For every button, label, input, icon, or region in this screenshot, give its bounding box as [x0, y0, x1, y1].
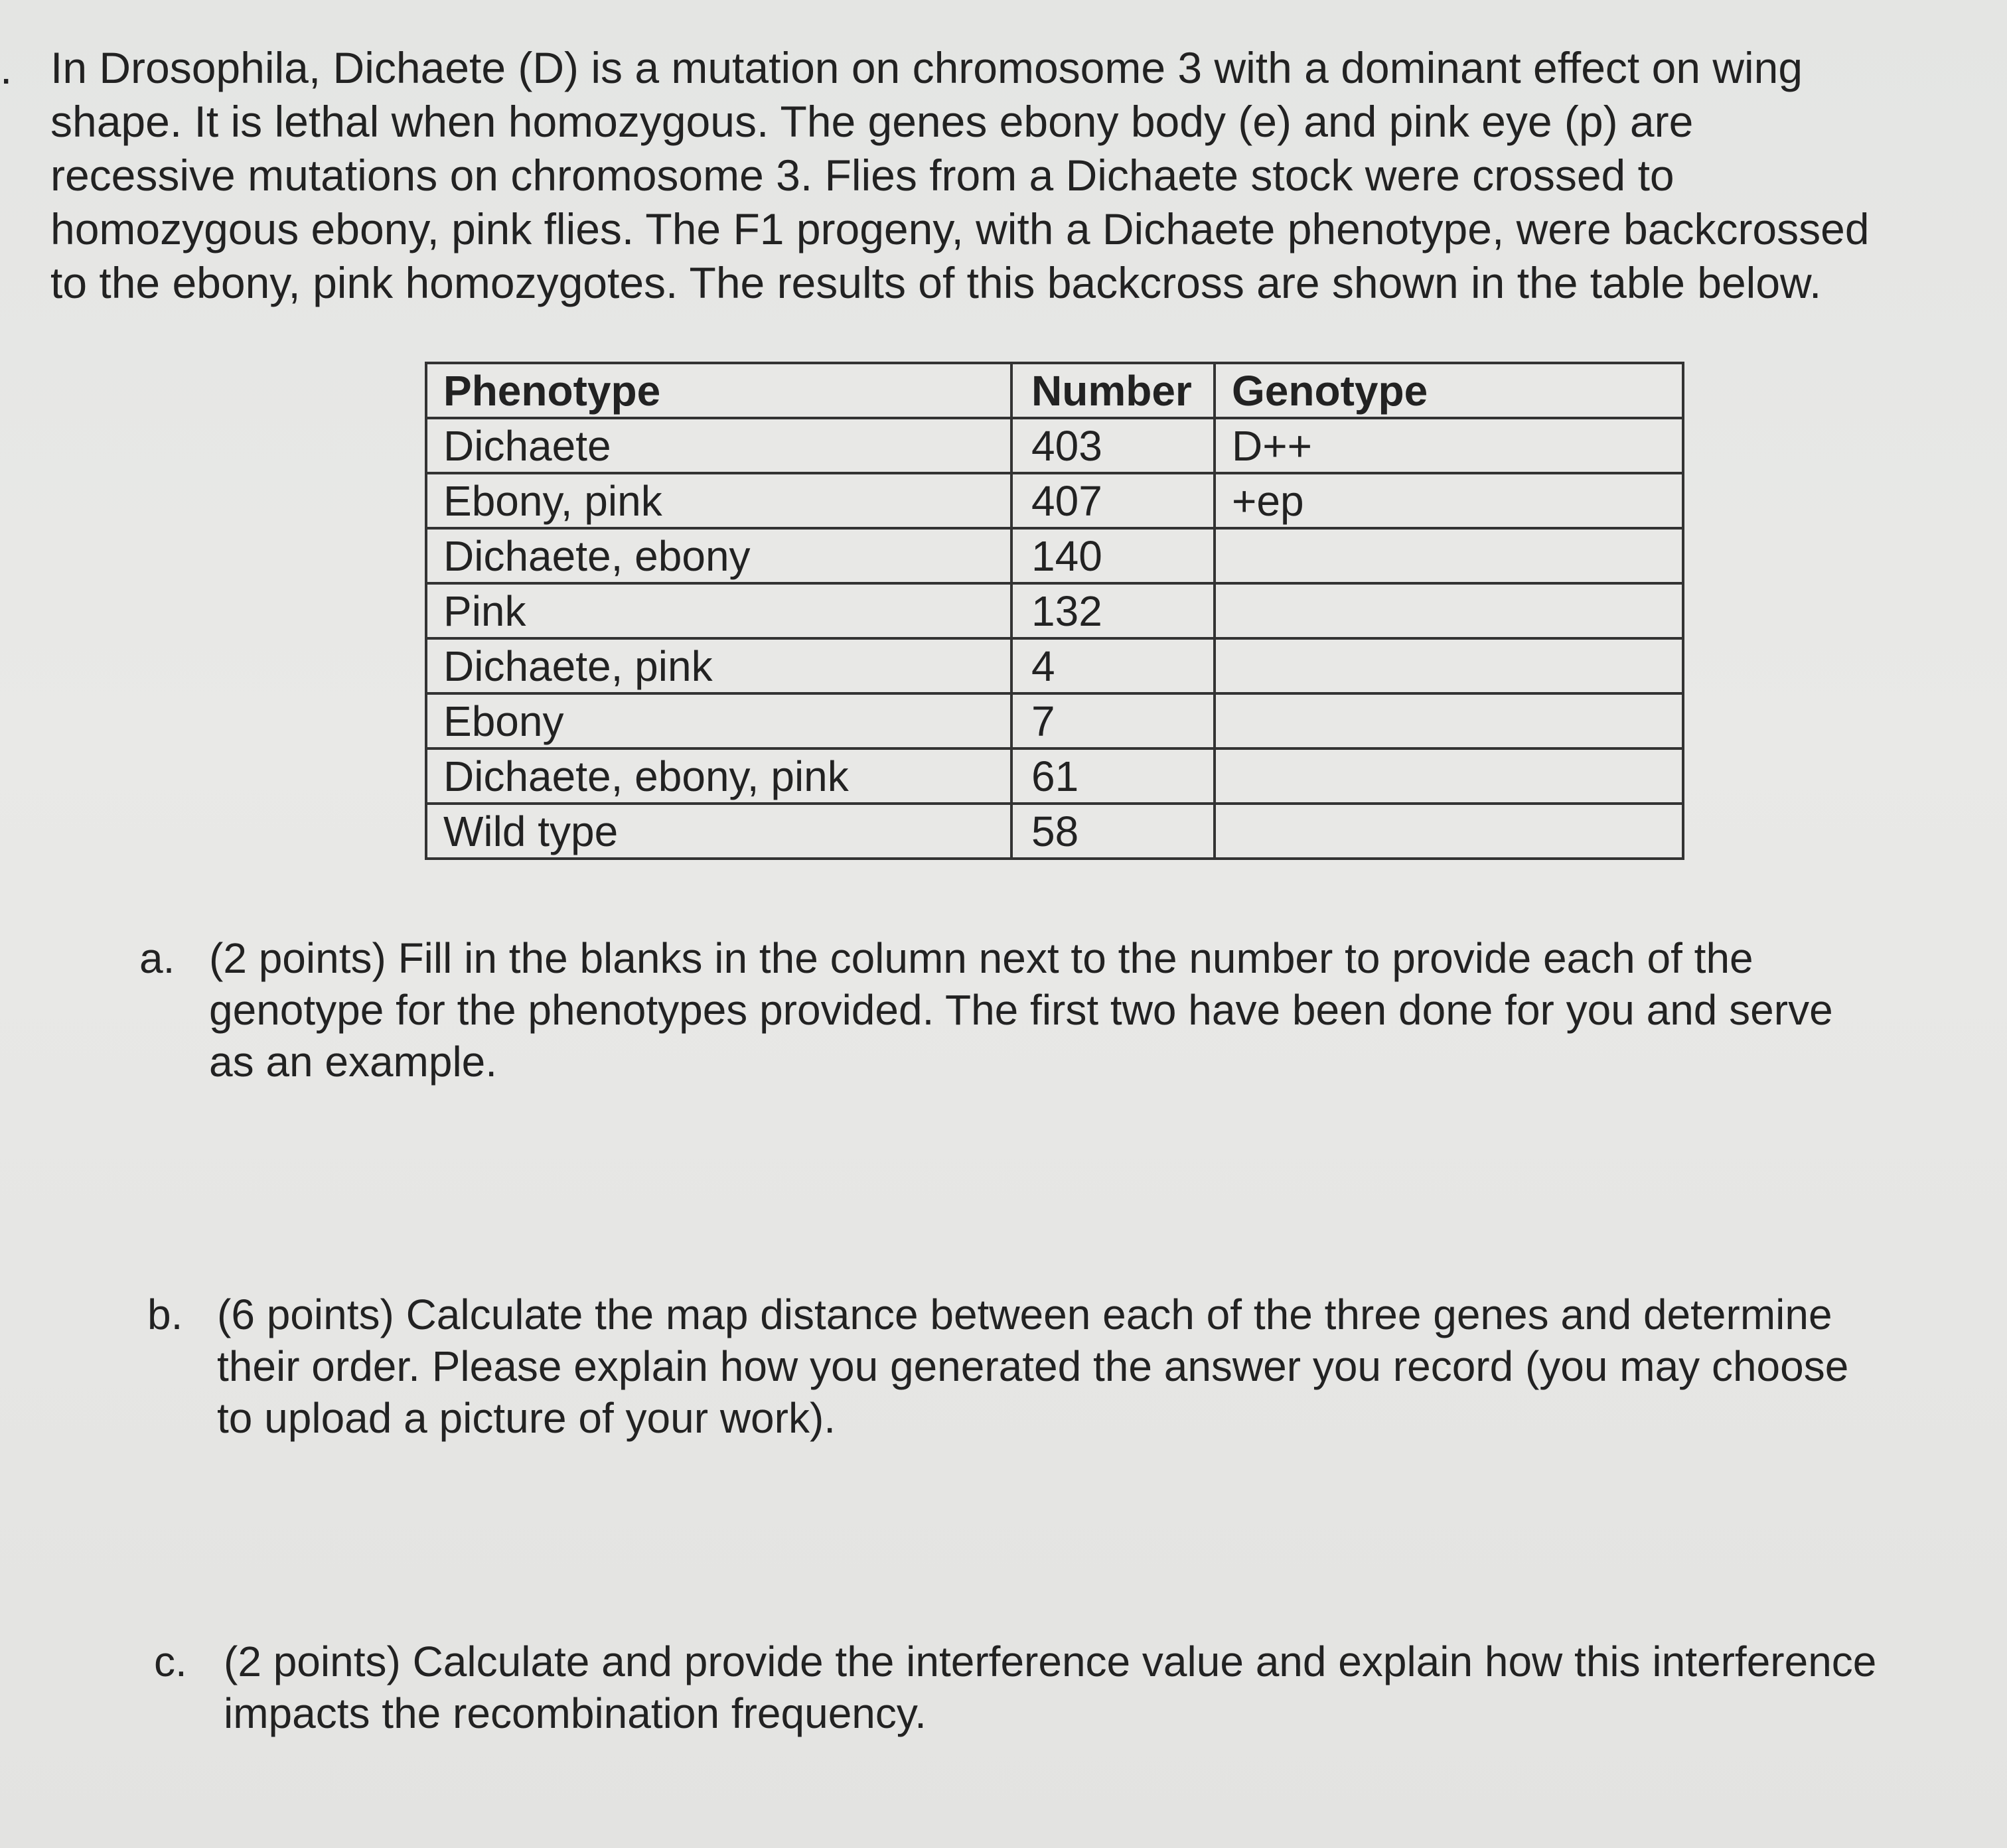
intro-line: homozygous ebony, pink flies. The F1 progeny, with a Dichaete phenotype, were backcrossed: [50, 204, 1870, 253]
part-b-letter: b.: [147, 1291, 183, 1338]
genotype-cell: +ep: [1215, 473, 1683, 528]
genotype-cell-blank: [1215, 748, 1683, 804]
part-b-line: to upload a picture of your work).: [217, 1394, 836, 1442]
header-genotype: Genotype: [1215, 363, 1683, 418]
table-row: [426, 418, 1683, 473]
part-a-line: (2 points) Fill in the blanks in the column next to the number to provide each of the: [209, 934, 1753, 982]
part-c-line: (2 points) Calculate and provide the interference value and explain how this interference: [224, 1638, 1877, 1685]
intro-line: to the ebony, pink homozygotes. The results of this backcross are shown in the table below.: [50, 258, 1822, 307]
phenotype-cell: Wild type: [426, 804, 1011, 859]
genotype-cell-blank: [1215, 693, 1683, 748]
part-c-letter: c.: [154, 1638, 187, 1685]
table-row: [426, 693, 1683, 748]
genotype-cell-blank: [1215, 804, 1683, 859]
table-row: [426, 638, 1683, 693]
part-b-line: (6 points) Calculate the map distance between each of the three genes and determine: [217, 1291, 1832, 1338]
number-cell: 58: [1011, 804, 1215, 859]
phenotype-cell: Dichaete, ebony, pink: [426, 748, 1011, 804]
phenotype-cell: Pink: [426, 583, 1011, 638]
header-phenotype: Phenotype: [426, 363, 1011, 418]
part-a-text: [209, 932, 1833, 1088]
phenotype-cell: Ebony: [426, 693, 1011, 748]
phenotype-cell: Ebony, pink: [426, 473, 1011, 528]
part-b-line: their order. Please explain how you generated the answer you record (you may choose: [217, 1342, 1849, 1390]
part-c-line: impacts the recombination frequency.: [224, 1689, 927, 1737]
intro-line: shape. It is lethal when homozygous. The genes ebony body (e) and pink eye (p) are: [50, 97, 1694, 146]
genotype-cell-blank: [1215, 583, 1683, 638]
number-cell: 4: [1011, 638, 1215, 693]
part-a-line: as an example.: [209, 1038, 498, 1086]
table-row: [426, 583, 1683, 638]
table-row: [426, 804, 1683, 859]
genotype-cell-blank: [1215, 528, 1683, 583]
genotype-cell-blank: [1215, 638, 1683, 693]
table-row: [426, 473, 1683, 528]
number-cell: 407: [1011, 473, 1215, 528]
number-cell: 132: [1011, 583, 1215, 638]
phenotype-cell: Dichaete: [426, 418, 1011, 473]
question-number: .: [0, 44, 13, 93]
part-a-line: genotype for the phenotypes provided. The first two have been done for you and serve: [209, 986, 1833, 1034]
table-row: [426, 528, 1683, 583]
number-cell: 403: [1011, 418, 1215, 473]
number-cell: 7: [1011, 693, 1215, 748]
number-cell: 61: [1011, 748, 1215, 804]
part-a-letter: a.: [139, 934, 175, 982]
question-intro: [50, 41, 1975, 310]
phenotype-cell: Dichaete, pink: [426, 638, 1011, 693]
part-c-text: [224, 1636, 1876, 1739]
intro-line: In Drosophila, Dichaete (D) is a mutation on chromosome 3 with a dominant effect on wing: [50, 43, 1803, 92]
number-cell: 140: [1011, 528, 1215, 583]
table-row: [426, 748, 1683, 804]
intro-line: recessive mutations on chromosome 3. Flies from a Dichaete stock were crossed to: [50, 151, 1674, 200]
genotype-cell: D++: [1215, 418, 1683, 473]
phenotype-cell: Dichaete, ebony: [426, 528, 1011, 583]
backcross-results-table: [425, 362, 1684, 860]
part-b-text: [217, 1289, 1848, 1444]
table-header-row: [426, 363, 1683, 418]
header-number: Number: [1011, 363, 1215, 418]
